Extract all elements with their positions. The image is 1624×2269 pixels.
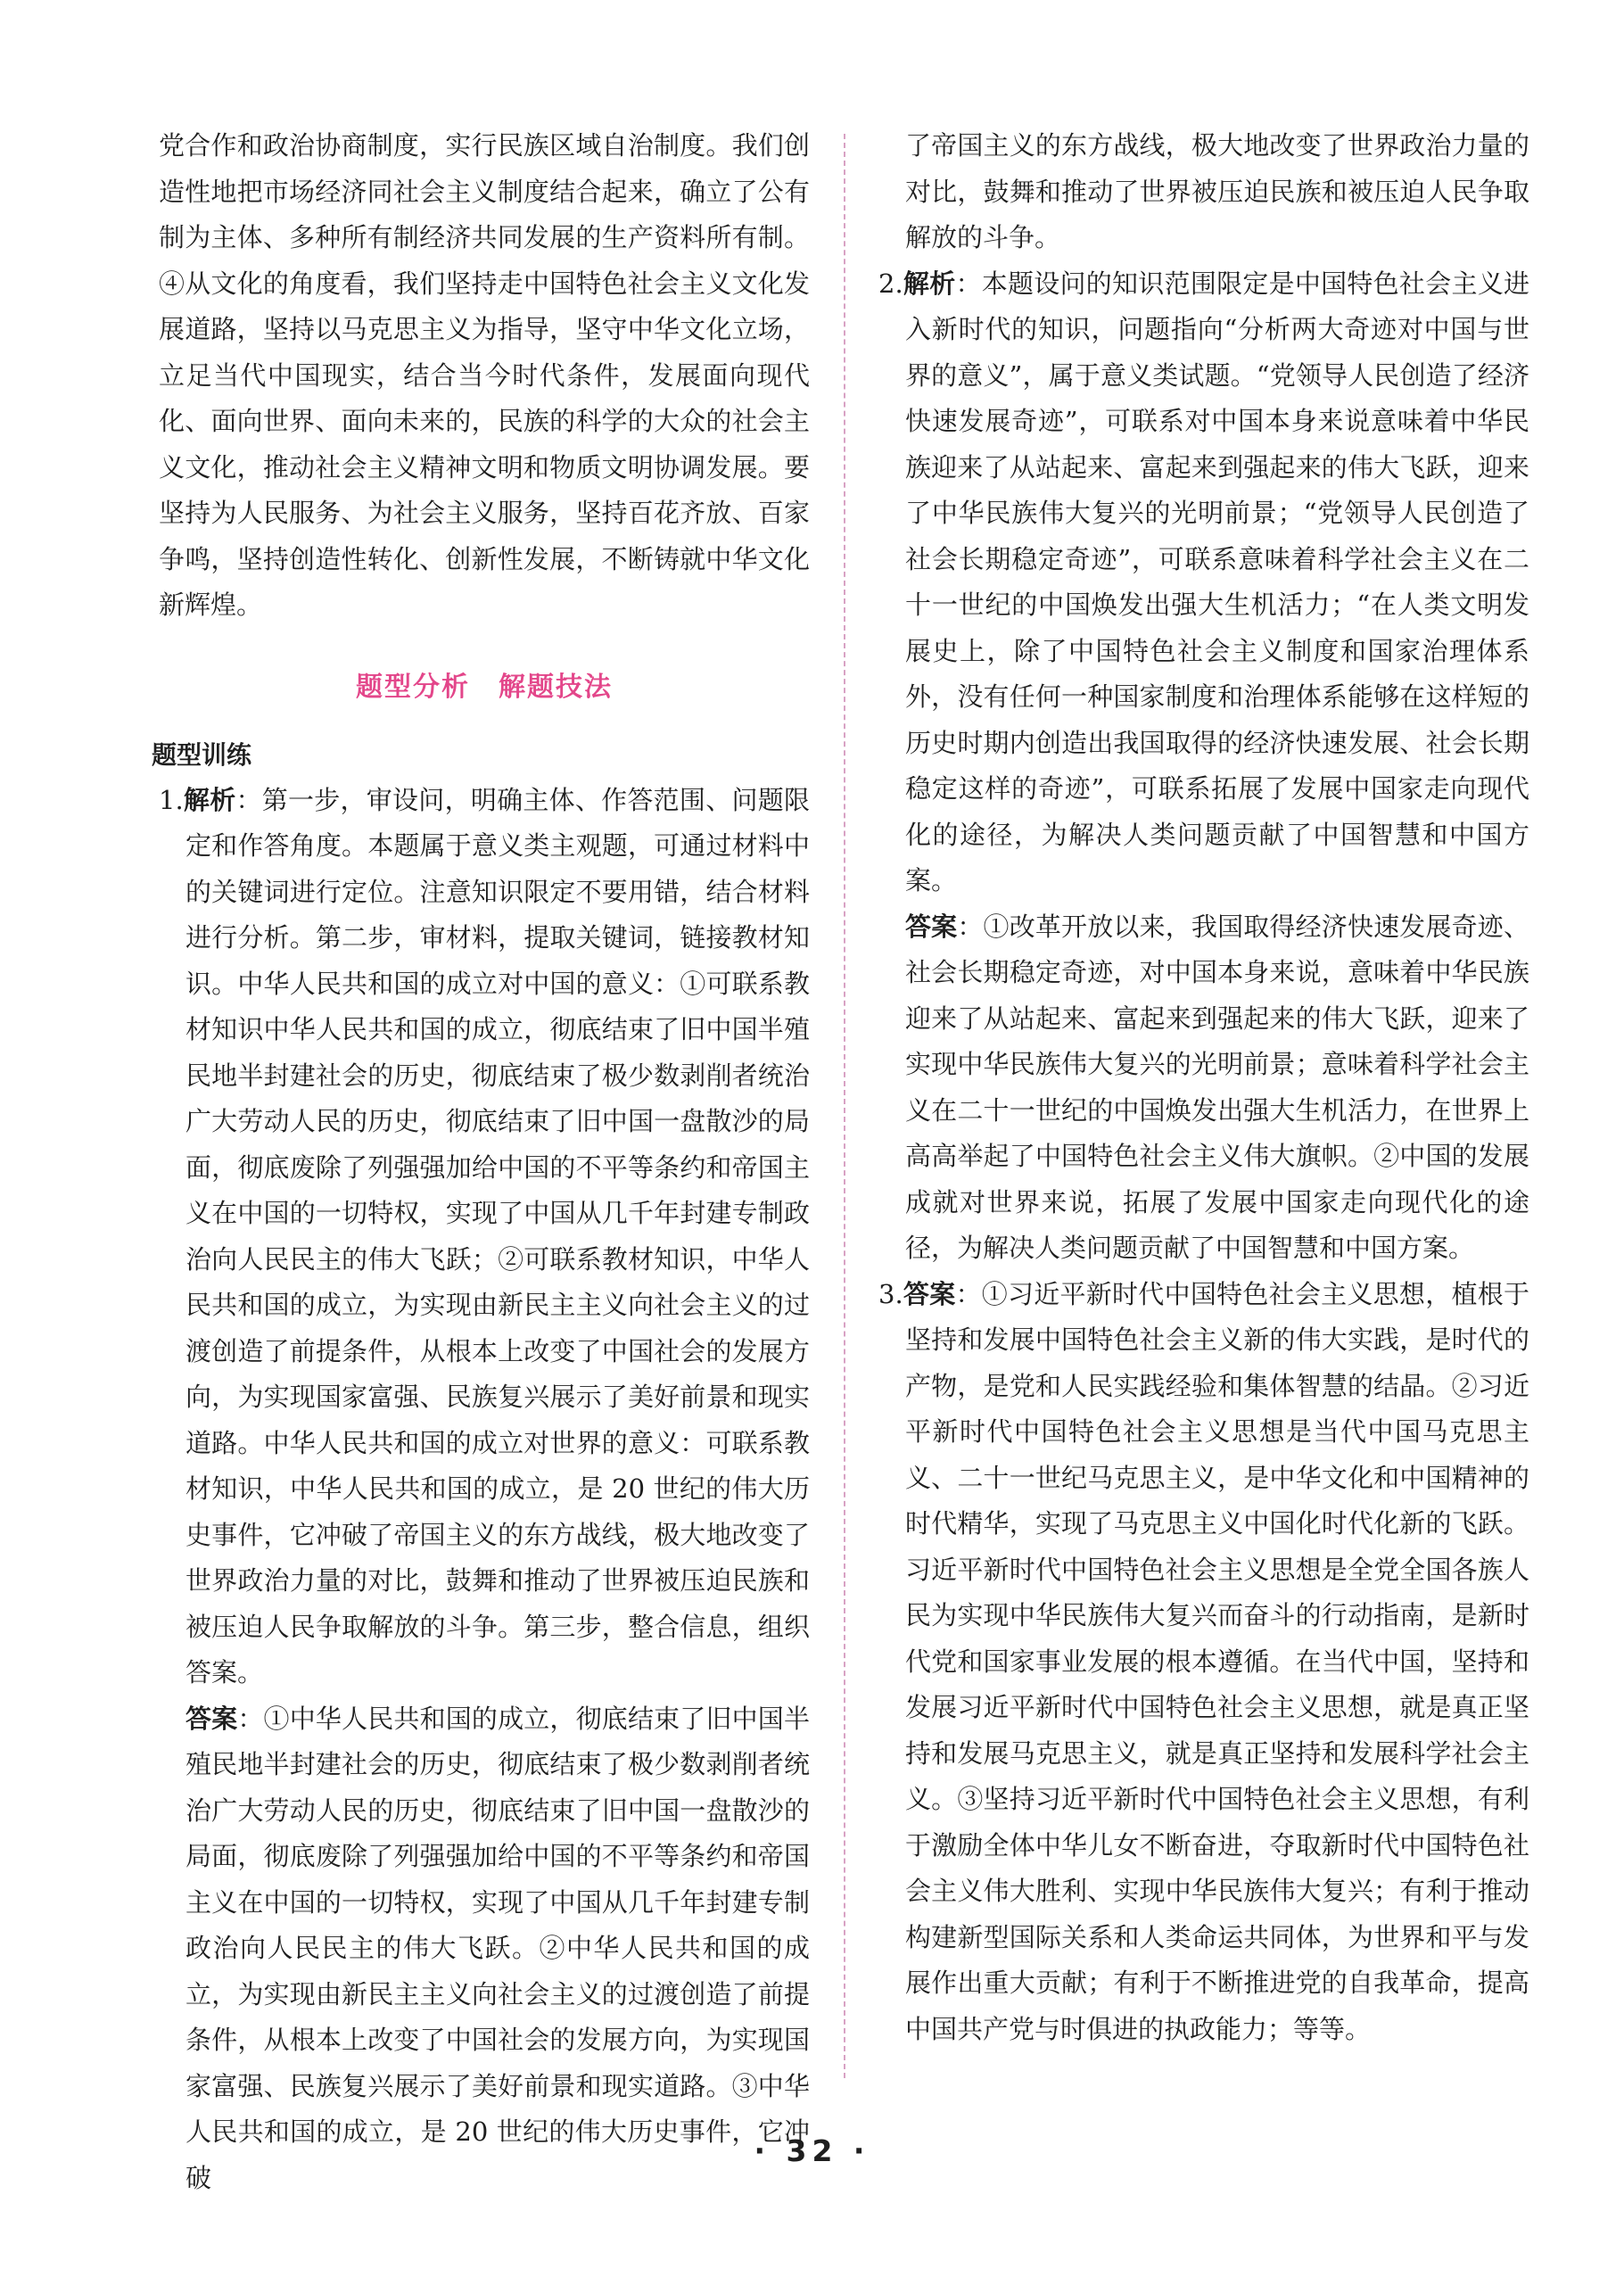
question-1-number: 1. <box>159 784 184 815</box>
question-3-answer-text: ：①习近平新时代中国特色社会主义思想，植根于坚持和发展中国特色社会主义新的伟大实践，是时代的产物，是党和人民实践经验和集体智慧的结晶。②习近平新时代中国特色社会主义思想是当代中国马克思主义、二十一世纪马克思主义，是中华文化和中国精神的时代精华，实现了马克思主义中国化时代化新的飞跃。习近平新时代中国特色社会主义思想是全党全国各族人民为实现中华民族伟大复兴而奋斗的行动指南，是新时代党和国家事业发展的根本遵循。在当代中国，坚持和发展习近平新时代中国特色社会主义思想，就是真正坚持和发展马克思主义，就是真正坚持和发展科学社会主义。③坚持习近平新时代中国特色社会主义思想，有利于激励全体中华儿女不断奋进，夺取新时代中国特色社会主义伟大胜利、实现中华民族伟大复兴；有利于推动构建新型国际关系和人类命运共同体，为世界和平与发展作出重大贡献；有利于不断推进党的自我革命，提高中国共产党与时俱进的执政能力；等等。 <box>905 1278 1529 2044</box>
question-2-answer-text: ：①改革开放以来，我国取得经济快速发展奇迹、社会长期稳定奇迹，对中国本身来说，意味着中华民族迎来了从站起来、富起来到强起来的伟大飞跃，迎来了实现中华民族伟大复兴的光明前景；意味着科学社会主义在二十一世纪的中国焕发出强大生机活力，在世界上高高举起了中国特色社会主义伟大旗帜。②中国的发展成就对世界来说，拓展了发展中国家走向现代化的途径，为解决人类问题贡献了中国智慧和中国方案。 <box>905 911 1529 1263</box>
question-2-answer-label: 答案 <box>905 911 958 942</box>
question-2-analysis-text: ：本题设问的知识范围限定是中国特色社会主义进入新时代的知识，问题指向“分析两大奇迹对中国与世界的意义”，属于意义类试题。“党领导人民创造了经济快速发展奇迹”，可联系对中国本身来说意味着中华民族迎来了从站起来、富起来到强起来的伟大飞跃，迎来了中华民族伟大复兴的光明前景；“党领导人民创造了社会长期稳定奇迹”，可联系意味着科学社会主义在二十一世纪的中国焕发出强大生机活力；“在人类文明发展史上，除了中国特色社会主义制度和国家治理体系外，没有任何一种国家制度和治理体系能够在这样短的历史时期内创造出我国取得的经济快速发展、社会长期稳定这样的奇迹”，可联系拓展了发展中国家走向现代化的途径，为解决人类问题贡献了中国智慧和中国方案。 <box>905 268 1529 895</box>
question-2-number: 2. <box>878 268 903 299</box>
intro-paragraph: 党合作和政治协商制度，实行民族区域自治制度。我们创造性地把市场经济同社会主义制度结合起来，确立了公有制为主体、多种所有制经济共同发展的生产资料所有制。④从文化的角度看，我们坚持走中国特色社会主义文化发展道路，坚持以马克思主义为指导，坚守中华文化立场，立足当代中国现实，结合当今时代条件，发展面向现代化、面向世界、面向未来的，民族的科学的大众的社会主义文化，推动社会主义精神文明和物质文明协调发展。要坚持为人民服务、为社会主义服务，坚持百花齐放、百家争鸣，坚持创造性转化、创新性发展，不断铸就中华文化新辉煌。 <box>159 130 810 620</box>
question-1-answer-label: 答案 <box>185 1703 238 1734</box>
question-2-analysis <box>878 261 1529 904</box>
right-column <box>878 123 1529 2052</box>
left-column <box>152 123 810 2201</box>
question-1-analysis-label: 解析 <box>183 784 236 815</box>
section-heading: 题型分析 解题技法 <box>356 671 613 703</box>
question-1-analysis <box>159 778 810 1696</box>
page-number: · 32 · <box>754 2133 870 2168</box>
question-2-answer <box>878 904 1529 1272</box>
question-3-answer <box>878 1272 1529 2053</box>
question-1-answer <box>159 1696 810 2202</box>
question-1-answer-continued: 了帝国主义的东方战线，极大地改变了世界政治力量的对比，鼓舞和推动了世界被压迫民族和被压迫人民争取解放的斗争。 <box>905 130 1529 252</box>
question-3-answer-label: 答案 <box>903 1278 956 1309</box>
question-1-answer-text: ：①中华人民共和国的成立，彻底结束了旧中国半殖民地半封建社会的历史，彻底结束了极少数剥削者统治广大劳动人民的历史，彻底结束了旧中国一盘散沙的局面，彻底废除了列强强加给中国的不平等条约和帝国主义在中国的一切特权，实现了中国从几千年封建专制政治向人民民主的伟大飞跃。②中华人民共和国的成立，为实现由新民主主义向社会主义的过渡创造了前提条件，从根本上改变了中国社会的发展方向，为实现国家富强、民族复兴展示了美好前景和现实道路。③中华人民共和国的成立，是 20 世纪的伟大历史事件，它冲破 <box>185 1703 810 2193</box>
question-1-analysis-text: ：第一步，审设问，明确主体、作答范围、问题限定和作答角度。本题属于意义类主观题，可通过材料中的关键词进行定位。注意知识限定不要用错，结合材料进行分析。第二步，审材料，提取关键词，链接教材知识。中华人民共和国的成立对中国的意义：①可联系教材知识中华人民共和国的成立，彻底结束了旧中国半殖民地半封建社会的历史，彻底结束了极少数剥削者统治广大劳动人民的历史，彻底结束了旧中国一盘散沙的局面，彻底废除了列强强加给中国的不平等条约和帝国主义在中国的一切特权，实现了中国从几千年封建专制政治向人民民主的伟大飞跃；②可联系教材知识，中华人民共和国的成立，为实现由新民主主义向社会主义的过渡创造了前提条件，从根本上改变了中国社会的发展方向，为实现国家富强、民族复兴展示了美好前景和现实道路。中华人民共和国的成立对世界的意义：可联系教材知识，中华人民共和国的成立，是 20 世纪的伟大历史事件，它冲破了帝国主义的东方战线，极大地改变了世界政治力量的对比，鼓舞和推动了世界被压迫民族和被压迫人民争取解放的斗争。第三步，整合信息，组织答案。 <box>185 784 810 1687</box>
subheading: 题型训练 <box>152 739 252 770</box>
column-divider <box>844 134 845 2078</box>
question-2-analysis-label: 解析 <box>903 268 956 299</box>
question-3-number: 3. <box>878 1278 903 1309</box>
